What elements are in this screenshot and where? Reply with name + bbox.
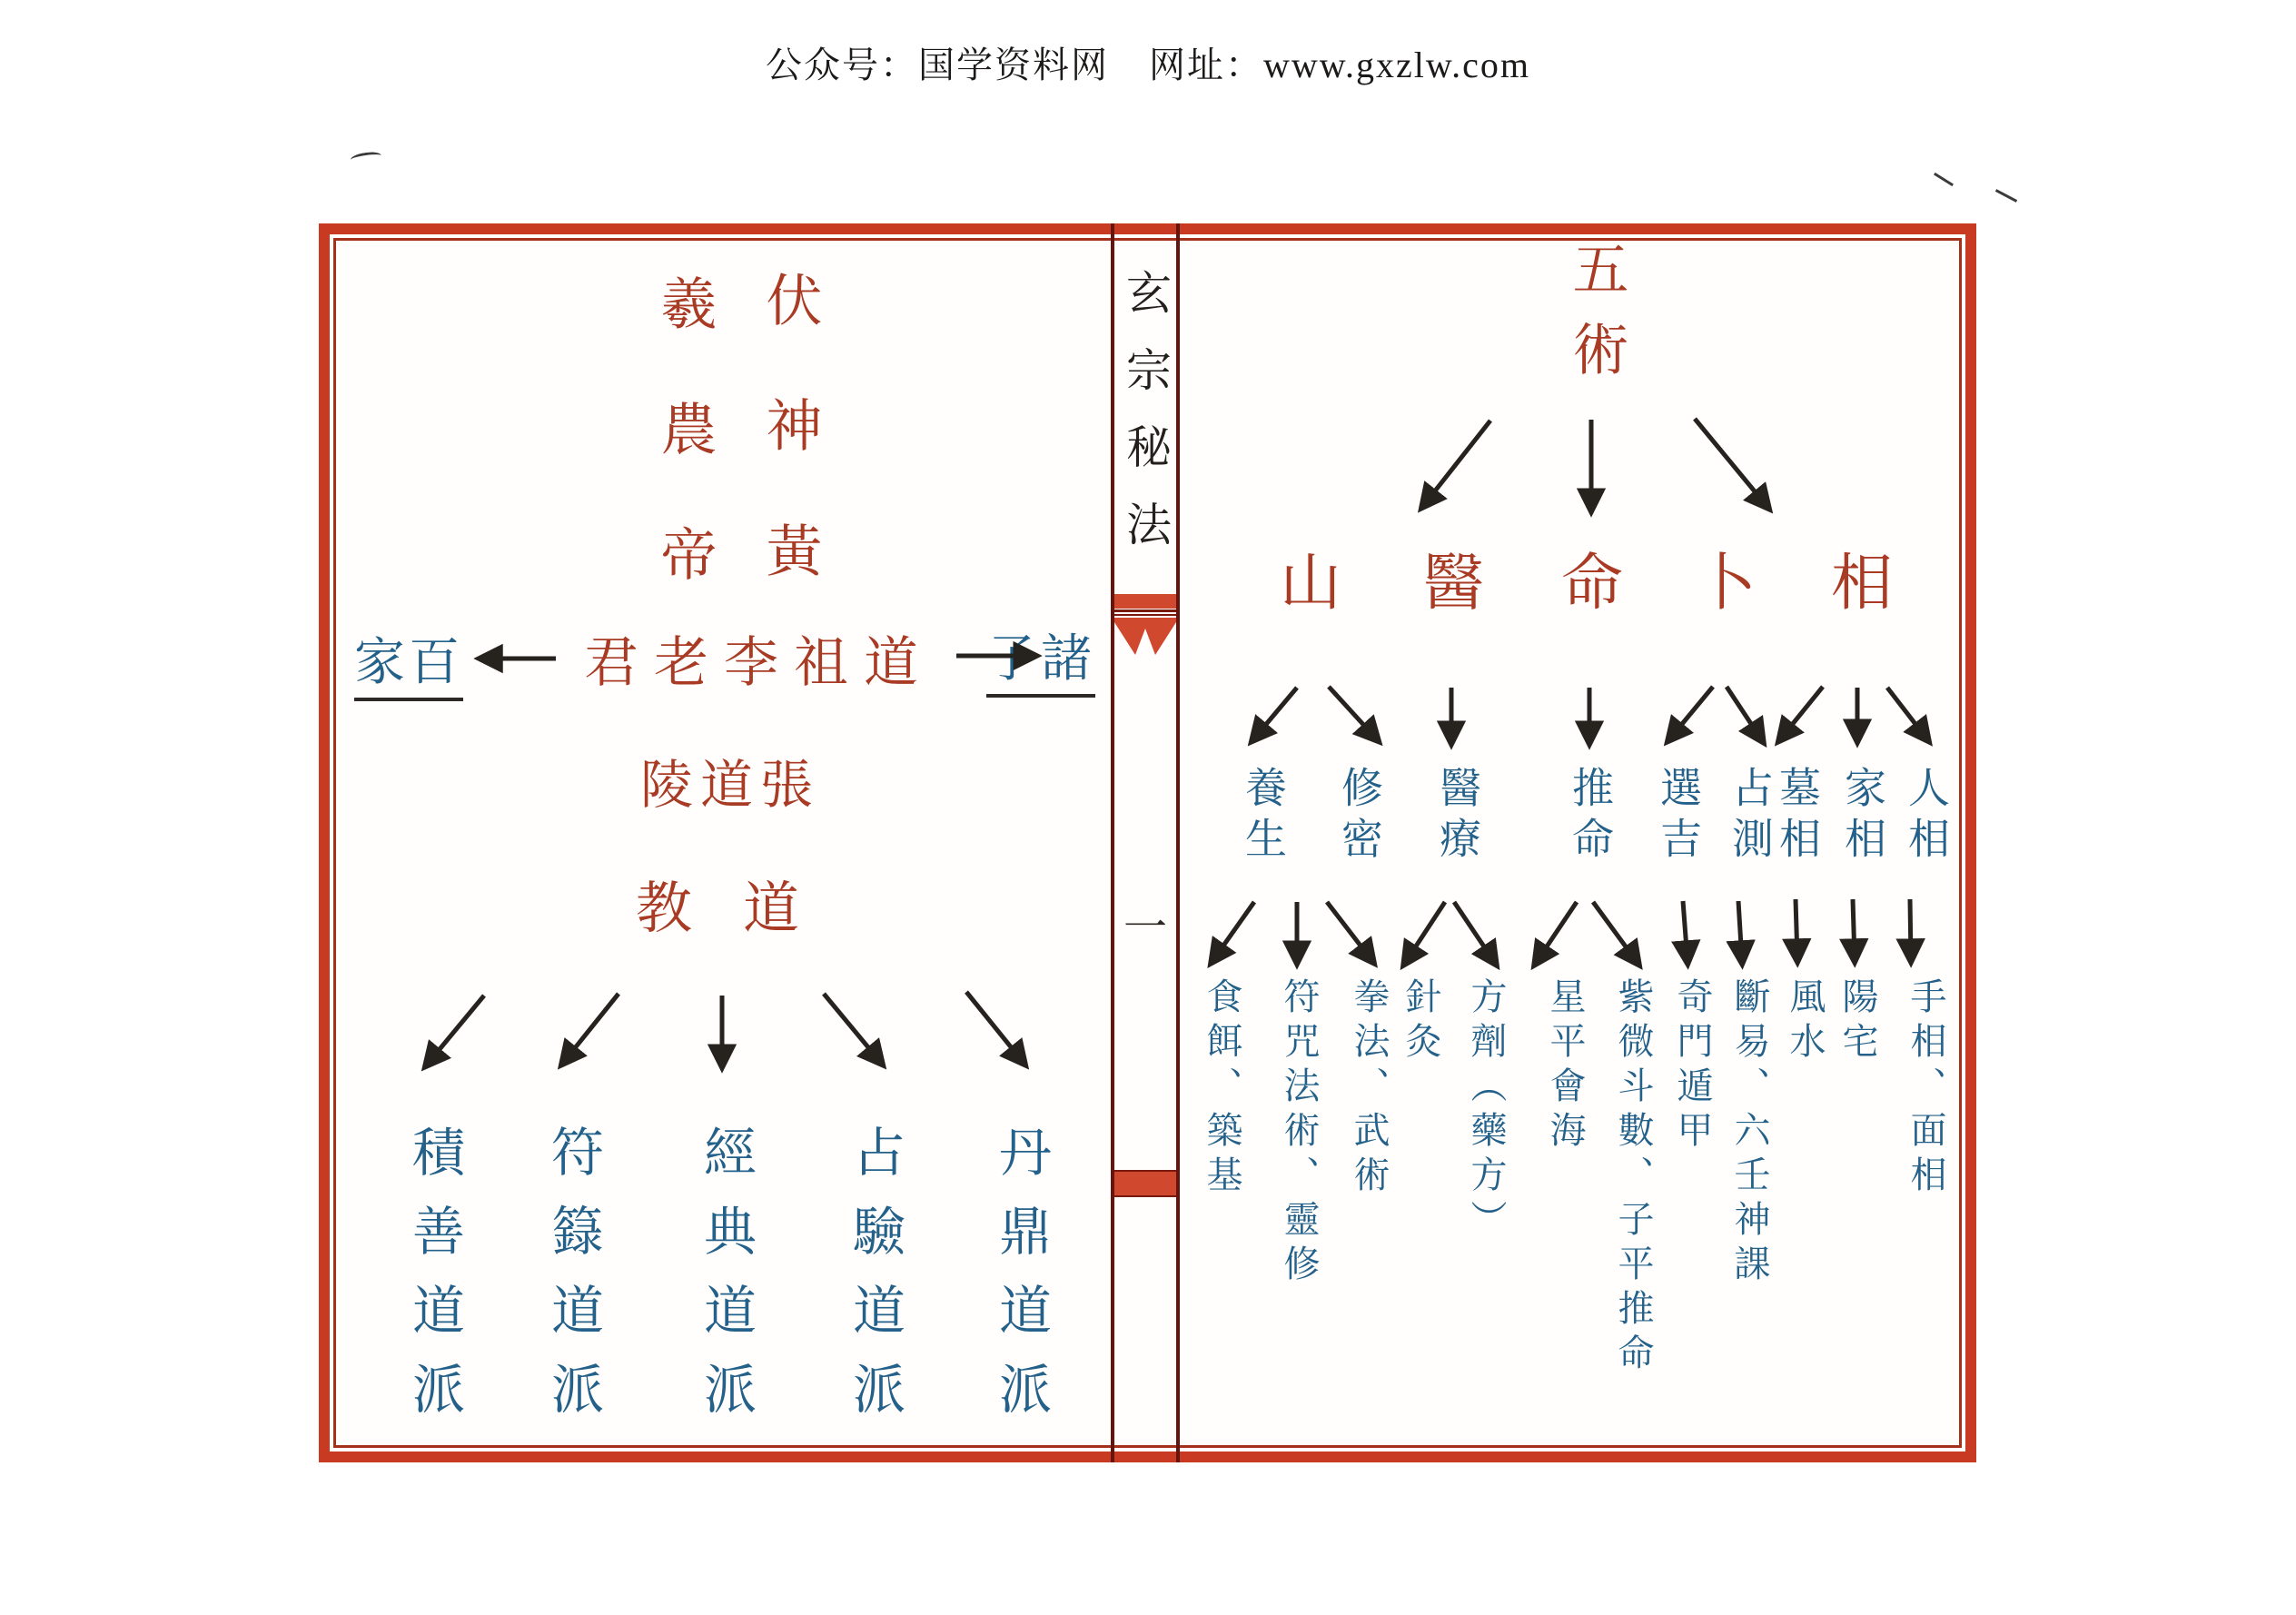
header-account-label: 公众号：国学资料网 bbox=[765, 45, 1109, 85]
method-column: 陽宅 bbox=[1837, 977, 1878, 1066]
art-label-bu: 卜 bbox=[1695, 549, 1757, 618]
method-column: 風水 bbox=[1785, 977, 1826, 1066]
page-number: 一 bbox=[1123, 904, 1168, 952]
school-column: 丹鼎道派 bbox=[991, 1125, 1050, 1441]
method-column: 符咒法術、靈修 bbox=[1279, 977, 1320, 1289]
origin-column-left: 羲農帝 bbox=[652, 274, 714, 650]
spine-title: 玄宗秘法 bbox=[1120, 269, 1171, 578]
school-column: 經典道派 bbox=[696, 1125, 755, 1441]
method-column: 斷易、六壬神課 bbox=[1729, 977, 1770, 1289]
branch-baijia-wrap bbox=[354, 635, 463, 701]
method-column: 星平會海 bbox=[1545, 977, 1586, 1155]
branch-column: 養生 bbox=[1240, 766, 1286, 867]
spine-bottom-block bbox=[1114, 1170, 1176, 1197]
five-arts-title: 五術 bbox=[1564, 240, 1626, 400]
origin-column-right: 伏神黃 bbox=[757, 271, 819, 647]
branch-column: 家相 bbox=[1839, 766, 1885, 867]
art-label-shan: 山 bbox=[1280, 549, 1342, 618]
scan-artifact bbox=[350, 151, 381, 165]
patriarch-row: 君老李祖道 bbox=[584, 633, 934, 693]
branch-column: 占測 bbox=[1727, 766, 1773, 867]
method-column: 拳法、武術 bbox=[1349, 977, 1390, 1200]
branch-column: 人相 bbox=[1903, 766, 1949, 867]
branch-baijia-label: 家百 bbox=[354, 638, 463, 701]
branch-column: 修密 bbox=[1336, 766, 1382, 867]
method-column: 針灸 bbox=[1400, 977, 1441, 1066]
method-column: 食餌、築基 bbox=[1202, 977, 1242, 1200]
branch-column: 推命 bbox=[1567, 766, 1613, 867]
method-column: 方劑（藥方） bbox=[1466, 977, 1507, 1244]
daojiao-row: 教道 bbox=[636, 878, 851, 940]
watermark-header bbox=[0, 47, 2296, 84]
branch-column: 醫療 bbox=[1434, 766, 1480, 867]
zhang-daoling-row: 陵道張 bbox=[640, 756, 821, 815]
fishtail-ornament bbox=[1114, 594, 1176, 658]
method-column: 紫微斗數、子平推命 bbox=[1613, 977, 1654, 1378]
branch-column: 選吉 bbox=[1655, 766, 1701, 867]
method-column: 手相、面相 bbox=[1905, 977, 1946, 1200]
school-column: 積善道派 bbox=[404, 1125, 463, 1441]
branch-zhuzi-wrap bbox=[986, 631, 1095, 698]
method-column: 奇門遁甲 bbox=[1672, 977, 1713, 1155]
school-column: 占驗道派 bbox=[845, 1125, 904, 1441]
header-website-label: 网址：www.gxzlw.com bbox=[1148, 45, 1531, 85]
branch-zhuzi-label: 子諸 bbox=[986, 634, 1095, 698]
branch-column: 墓相 bbox=[1774, 766, 1820, 867]
art-label-ming: 命 bbox=[1561, 549, 1624, 618]
art-label-yi: 醫 bbox=[1422, 549, 1485, 618]
scan-artifact bbox=[1934, 173, 1954, 186]
art-label-xiang: 相 bbox=[1831, 549, 1894, 618]
school-column: 符籙道派 bbox=[543, 1125, 602, 1441]
scan-artifact bbox=[1995, 189, 2017, 203]
